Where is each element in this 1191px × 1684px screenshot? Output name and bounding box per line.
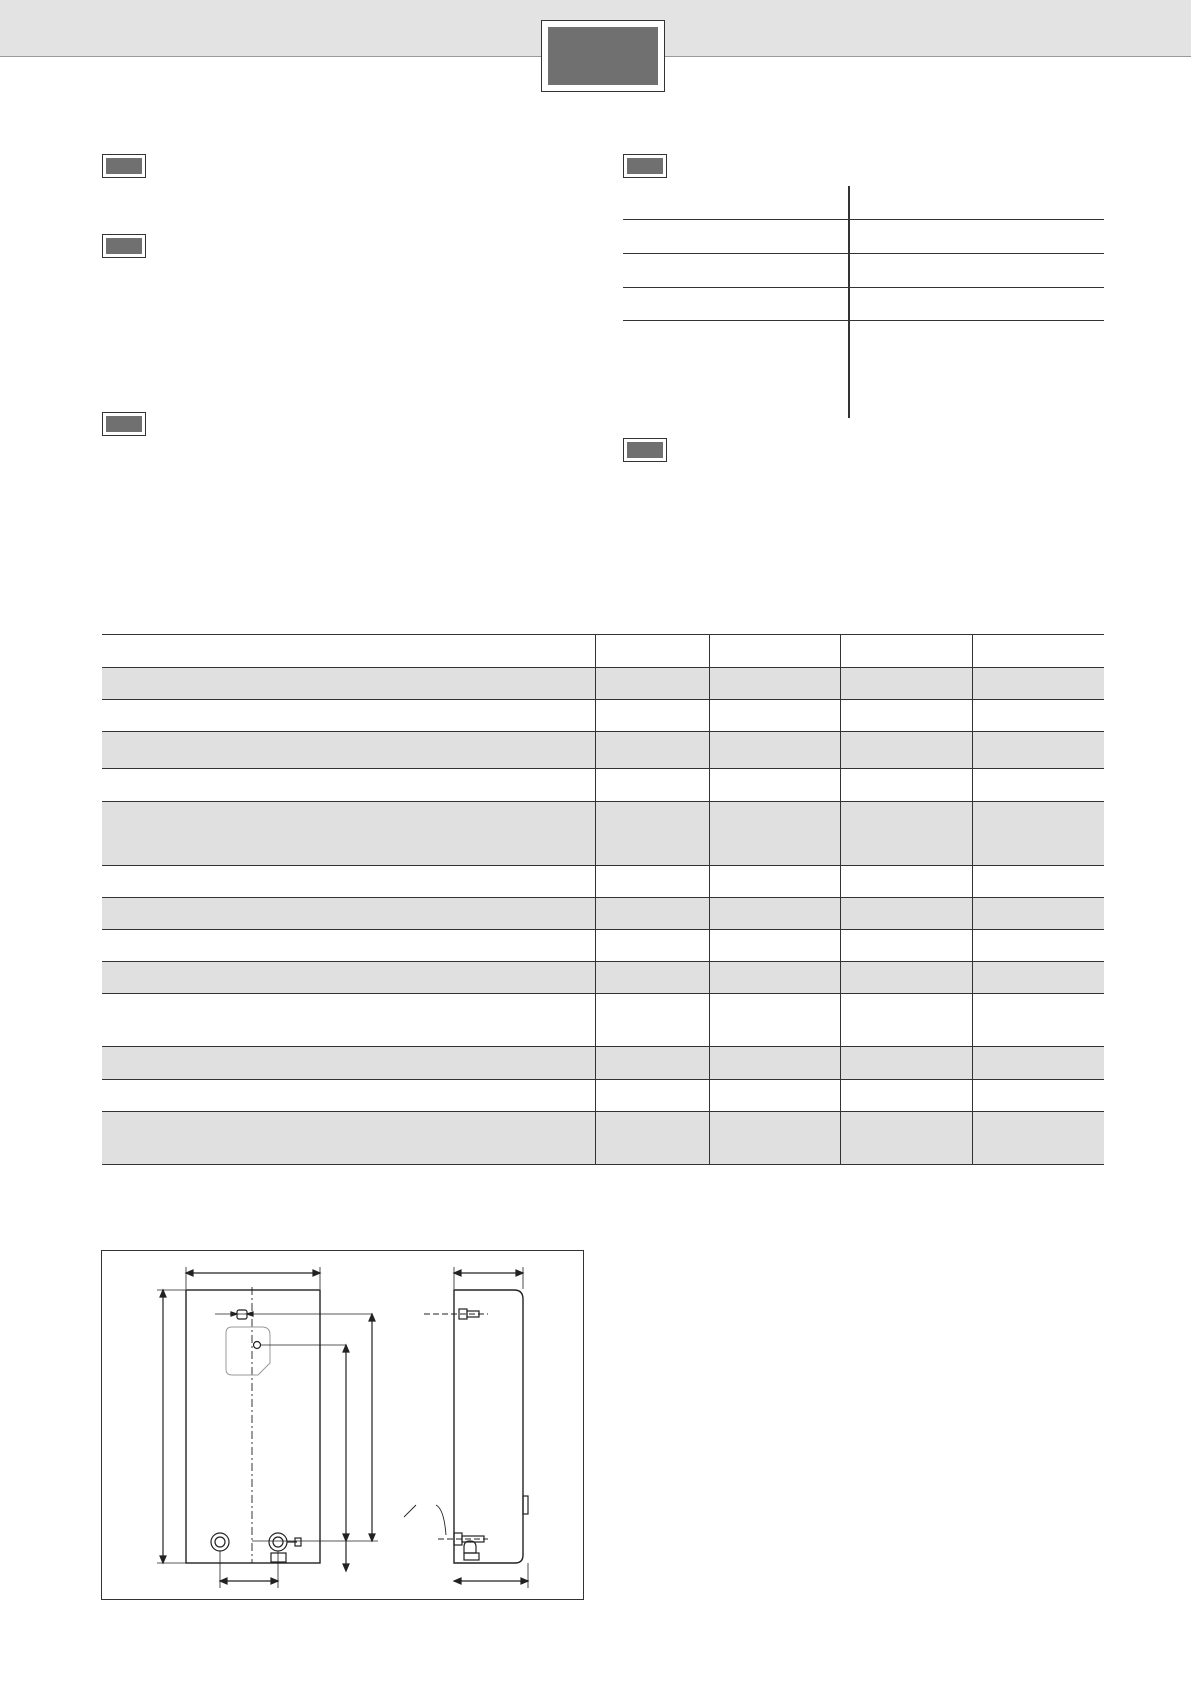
section-tag-4 bbox=[623, 154, 667, 178]
section-tag-5 bbox=[623, 438, 667, 462]
table-row bbox=[102, 1046, 1104, 1079]
section-tag-1 bbox=[102, 154, 146, 178]
table-row bbox=[102, 801, 1104, 865]
front-view bbox=[157, 1267, 378, 1588]
dimension-drawing-frame bbox=[101, 1250, 584, 1600]
table-row bbox=[102, 731, 1104, 768]
section-tag-2 bbox=[102, 234, 146, 258]
language-tab-fill bbox=[548, 27, 658, 85]
table-row bbox=[102, 897, 1104, 929]
table-row bbox=[102, 1111, 1104, 1164]
section-tag-3 bbox=[102, 412, 146, 436]
dimension-drawing bbox=[102, 1251, 583, 1599]
table-row bbox=[102, 667, 1104, 699]
language-tab bbox=[541, 20, 665, 92]
side-view bbox=[404, 1267, 528, 1588]
table-row bbox=[102, 961, 1104, 993]
